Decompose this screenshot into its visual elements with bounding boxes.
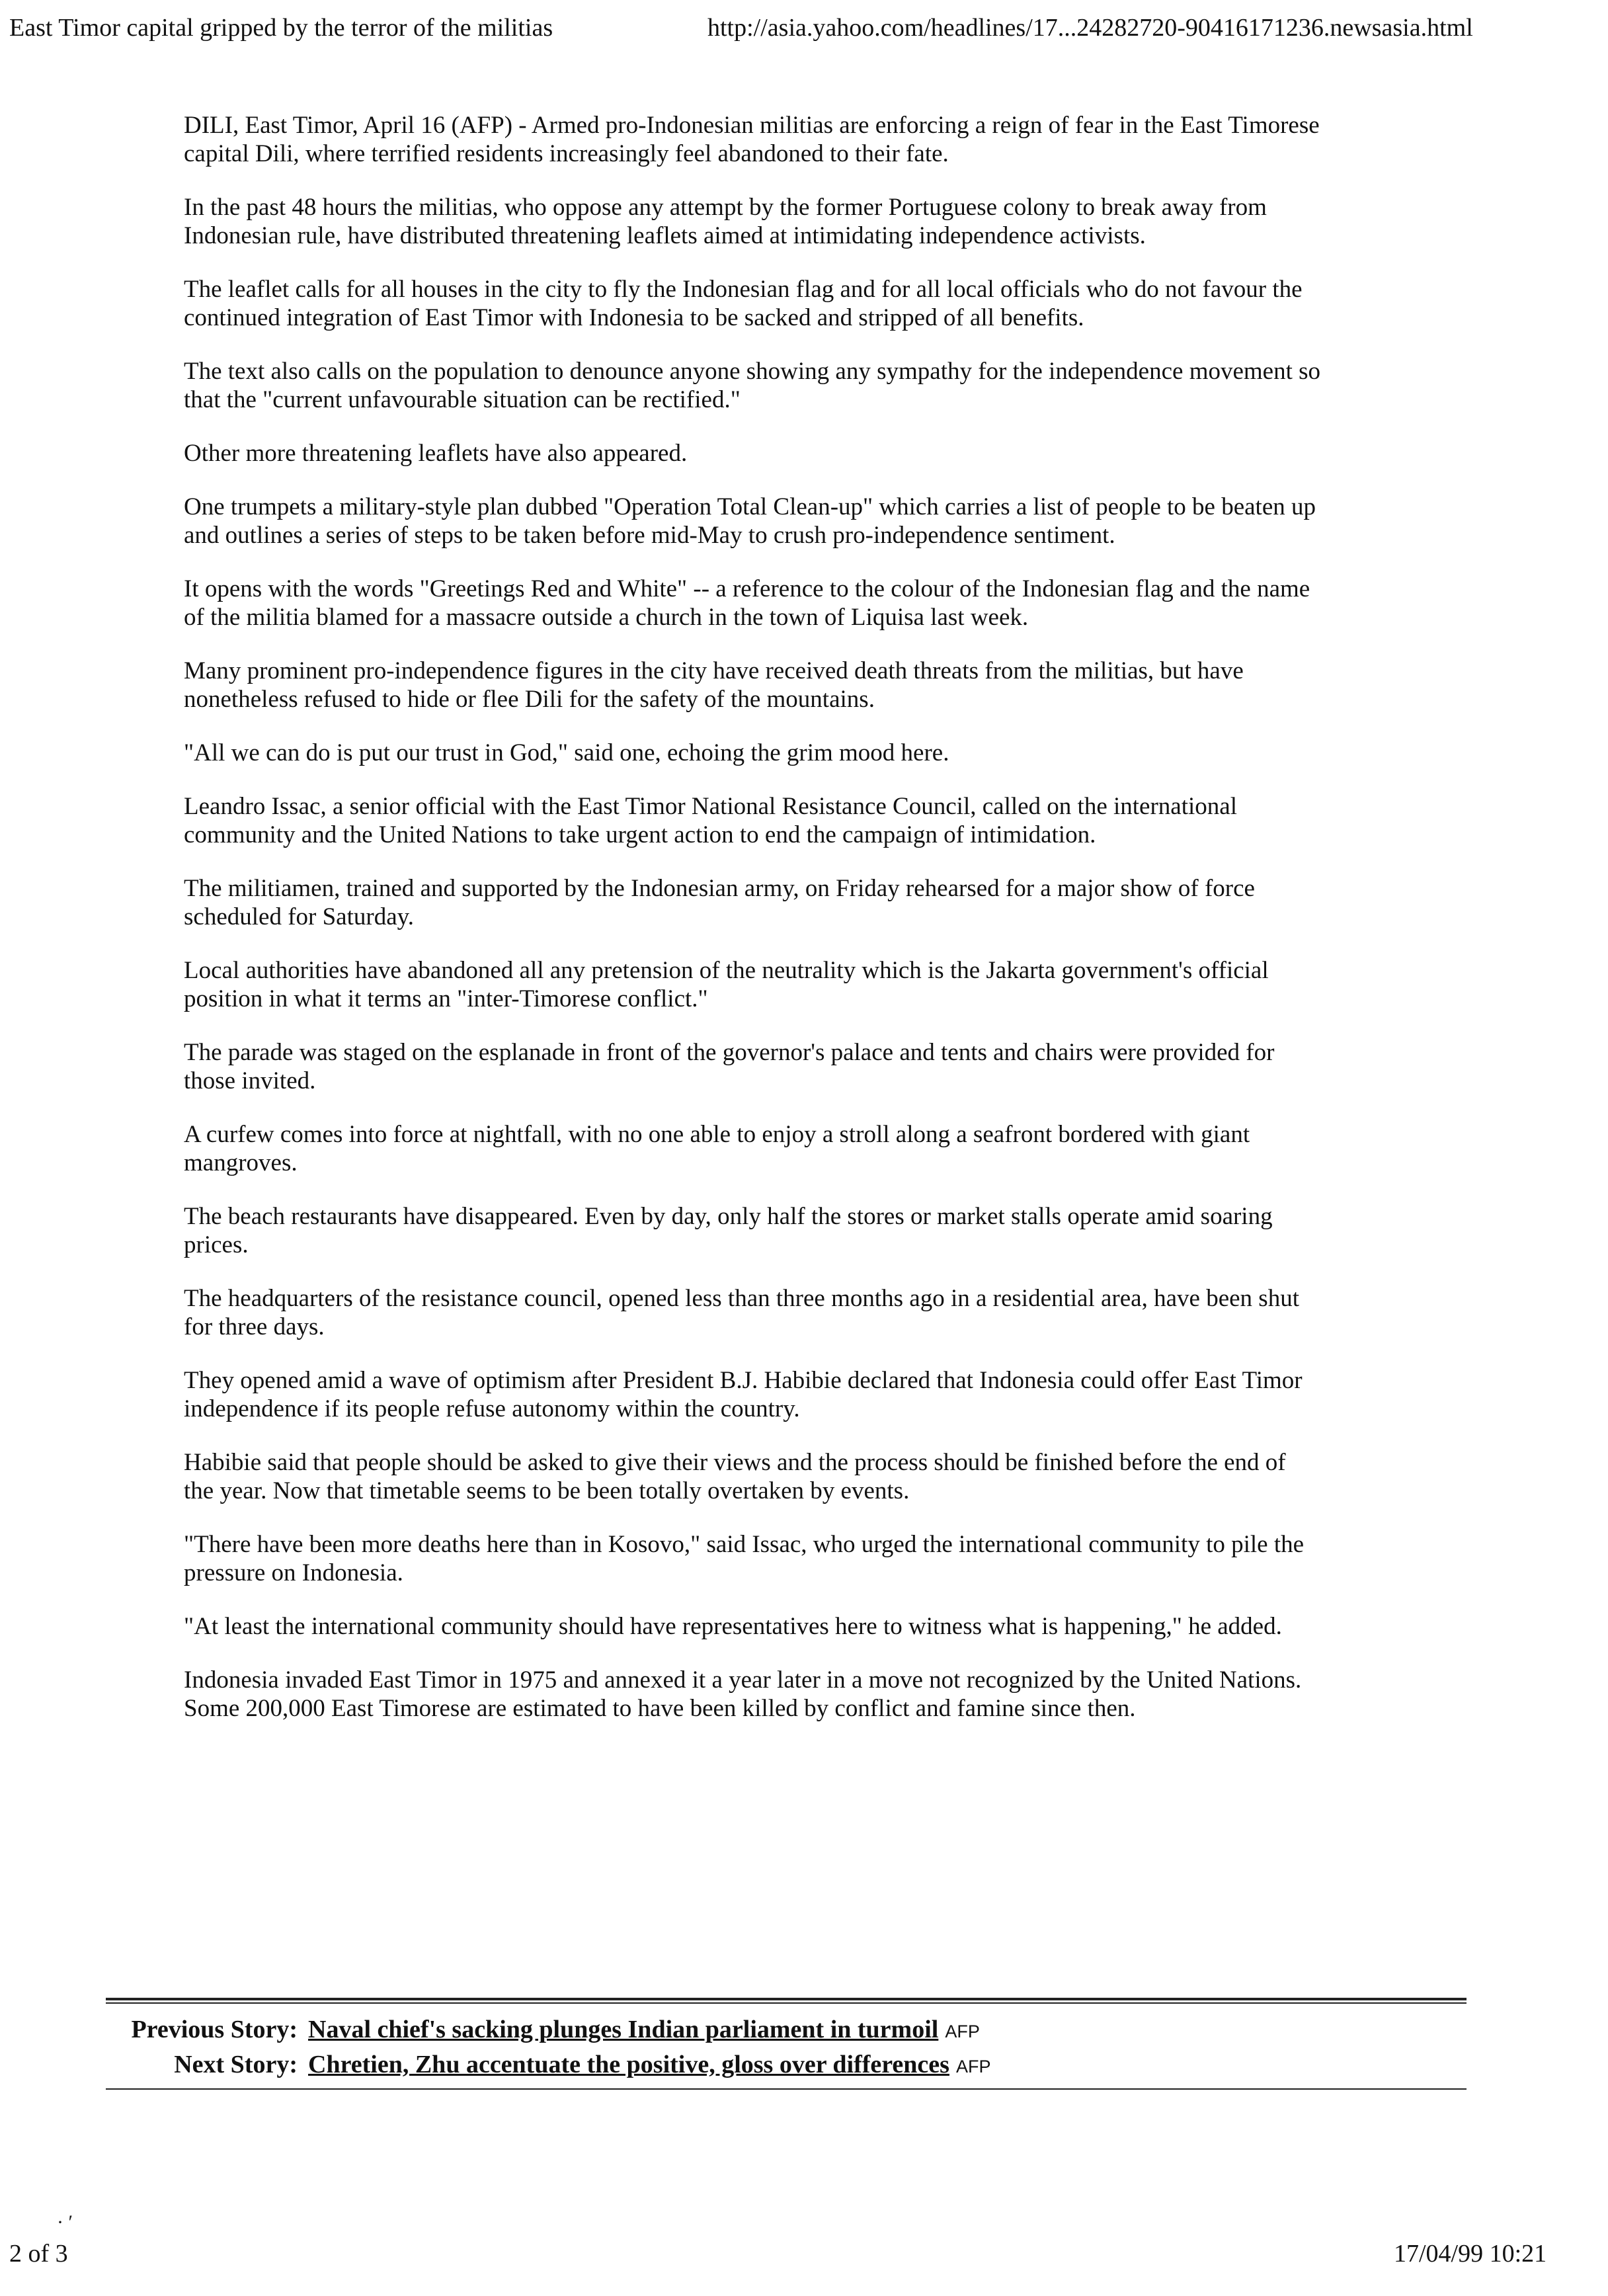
- article-paragraph: The text also calls on the population to denounce anyone showing any sympathy for the independence movement so that the "current unfavourable situation can be rectified.": [184, 358, 1321, 413]
- previous-story-source: AFP: [945, 2022, 980, 2041]
- article-paragraph: A curfew comes into force at nightfall, with no one able to enjoy a stroll along a seafront bordered with giant mangroves.: [184, 1121, 1250, 1176]
- article-paragraph: Indonesia invaded East Timor in 1975 and annexed it a year later in a move not recognized by the United Nations. Some 200,000 East Timorese are estimated to have been killed by conflict and famine since then.: [184, 1666, 1302, 1722]
- article-paragraph: The militiamen, trained and supported by the Indonesian army, on Friday rehearsed for a major show of force scheduled for Saturday.: [184, 875, 1255, 930]
- article-paragraph: They opened amid a wave of optimism after President B.J. Habibie declared that Indonesia could offer East Timor independence if its people refuse autonomy within the country.: [184, 1367, 1303, 1422]
- article-paragraph: It opens with the words "Greetings Red and White" -- a reference to the colour of the Indonesian flag and the name of the militia blamed for a massacre outside a church in the town of Liquisa last week.: [184, 575, 1310, 631]
- article-paragraph: "At least the international community should have representatives here to witness what is happening," he added.: [184, 1613, 1282, 1640]
- article-paragraph: The headquarters of the resistance council, opened less than three months ago in a residential area, have been shut for three days.: [184, 1285, 1299, 1340]
- page-count: 2 of 3: [9, 2240, 68, 2268]
- article-paragraph: The leaflet calls for all houses in the city to fly the Indonesian flag and for all local officials who do not favour the continued integration of East Timor with Indonesia to be sacked and stripped of all benefits.: [184, 276, 1303, 331]
- next-story-row: [106, 2048, 990, 2083]
- article-body: [184, 111, 1321, 1748]
- previous-story-label: Previous Story:: [131, 2016, 298, 2043]
- page-url: http://asia.yahoo.com/headlines/17...24282720-90416171236.newsasia.html: [707, 14, 1473, 42]
- previous-story-row: [106, 2013, 990, 2048]
- bottom-divider: [106, 2088, 1467, 2090]
- page-title: East Timor capital gripped by the terror of the militias: [9, 14, 553, 42]
- article-paragraph: DILI, East Timor, April 16 (AFP) - Armed pro-Indonesian militias are enforcing a reign of fear in the East Timorese capital Dili, where terrified residents increasingly feel abandoned to their fate.: [184, 112, 1320, 167]
- previous-story-link[interactable]: Naval chief's sacking plunges Indian parliament in turmoil: [308, 2016, 939, 2043]
- article-paragraph: Other more threatening leaflets have also appeared.: [184, 440, 688, 467]
- story-navigation: [106, 2013, 990, 2083]
- top-divider: [106, 1998, 1467, 2004]
- article-paragraph: Habibie said that people should be asked to give their views and the process should be finished before the end of the year. Now that timetable seems to be been totally overtaken by events.: [184, 1449, 1286, 1504]
- article-paragraph: The parade was staged on the esplanade in front of the governor's palace and tents and chairs were provided for those invited.: [184, 1039, 1275, 1094]
- print-timestamp: 17/04/99 10:21: [1394, 2240, 1547, 2268]
- article-paragraph: Many prominent pro-independence figures in the city have received death threats from the militias, but have nonetheless refused to hide or flee Dili for the safety of the mountains.: [184, 657, 1244, 713]
- article-paragraph: "All we can do is put our trust in God," said one, echoing the grim mood here.: [184, 739, 949, 766]
- next-story-label: Next Story:: [174, 2051, 298, 2078]
- article-paragraph: Leandro Issac, a senior official with the East Timor National Resistance Council, called on the international community and the United Nations to take urgent action to end the campaign of intimidation.: [184, 793, 1237, 848]
- next-story-source: AFP: [955, 2057, 991, 2076]
- article-paragraph: In the past 48 hours the militias, who oppose any attempt by the former Portuguese colony to break away from Indonesian rule, have distributed threatening leaflets aimed at intimidating independence activists.: [184, 194, 1267, 249]
- article-paragraph: The beach restaurants have disappeared. Even by day, only half the stores or market stalls operate amid soaring prices.: [184, 1203, 1273, 1258]
- article-paragraph: "There have been more deaths here than in Kosovo," said Issac, who urged the international community to pile the pressure on Indonesia.: [184, 1531, 1305, 1586]
- scan-mark: · ʹ: [57, 2211, 73, 2233]
- next-story-link[interactable]: Chretien, Zhu accentuate the positive, gloss over differences: [308, 2051, 949, 2078]
- article-paragraph: Local authorities have abandoned all any pretension of the neutrality which is the Jakarta government's official position in what it terms an "inter-Timorese conflict.": [184, 957, 1269, 1012]
- article-paragraph: One trumpets a military-style plan dubbed "Operation Total Clean-up" which carries a list of people to be beaten up and outlines a series of steps to be taken before mid-May to crush pro-independence sentiment.: [184, 493, 1316, 549]
